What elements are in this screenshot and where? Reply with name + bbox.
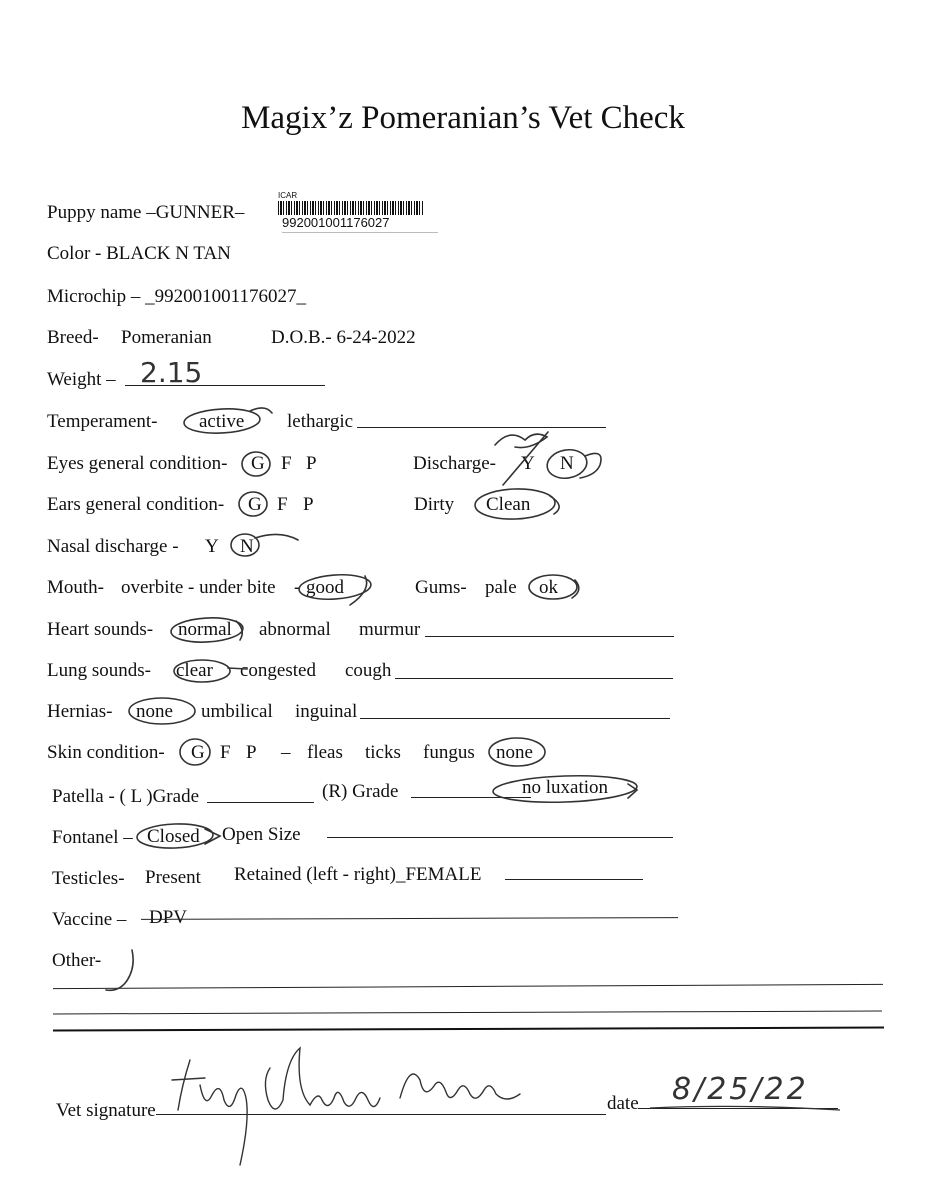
eyes-g: G bbox=[251, 453, 265, 474]
fontanel-open: Open Size bbox=[222, 824, 301, 845]
gums-pale: pale bbox=[485, 577, 517, 598]
temperament-lethargic: lethargic bbox=[287, 411, 354, 432]
testicles-retained: Retained (left - right)_FEMALE bbox=[234, 864, 482, 885]
mouth-options: overbite - under bite bbox=[121, 577, 276, 598]
barcode-label: ICAR bbox=[278, 191, 298, 200]
circle-ok-tail bbox=[572, 580, 579, 598]
weight-value: 2.15 bbox=[140, 356, 203, 389]
ears-label: Ears general condition- bbox=[47, 494, 225, 515]
circle-clean-tail bbox=[550, 496, 559, 514]
patella-label: Patella - ( L )Grade bbox=[52, 786, 199, 807]
barcode-edge bbox=[282, 232, 438, 233]
skin-fleas: fleas bbox=[307, 742, 343, 763]
nasal-y: Y bbox=[205, 536, 219, 557]
heart-label: Heart sounds- bbox=[47, 619, 154, 640]
fontanel-label: Fontanel – bbox=[52, 827, 133, 848]
vet-signature-ink bbox=[172, 1048, 520, 1165]
lung-line bbox=[395, 678, 673, 679]
other-line-3 bbox=[53, 1027, 884, 1032]
discharge-n: N bbox=[560, 453, 574, 474]
mouth-label: Mouth- bbox=[47, 577, 104, 598]
heart-abnormal: abnormal bbox=[259, 619, 331, 640]
nasal-label: Nasal discharge - bbox=[47, 536, 179, 557]
puppy-name-field: Puppy name –GUNNER– bbox=[47, 202, 245, 223]
skin-ticks: ticks bbox=[365, 742, 401, 763]
patella-value: no luxation bbox=[522, 777, 609, 798]
breed-label: Breed- bbox=[47, 327, 99, 348]
testicles-line bbox=[505, 879, 643, 880]
ears-p: P bbox=[303, 494, 314, 515]
hernias-none: none bbox=[136, 701, 173, 722]
temperament-label: Temperament- bbox=[47, 411, 158, 432]
other-label: Other- bbox=[52, 950, 102, 971]
ears-f: F bbox=[277, 494, 288, 515]
temperament-active: active bbox=[199, 411, 245, 432]
patella-right-line bbox=[411, 797, 531, 798]
microchip-field: Microchip – _992001001176027_ bbox=[47, 286, 306, 307]
hernias-inguinal: inguinal bbox=[295, 701, 358, 722]
testicles-present: Present bbox=[145, 867, 201, 888]
heart-line bbox=[425, 636, 674, 637]
vet-signature-label: Vet signature bbox=[56, 1100, 156, 1121]
gums-label: Gums- bbox=[415, 577, 467, 598]
circle-n-tail bbox=[580, 453, 601, 478]
mouth-dash: - bbox=[294, 577, 301, 598]
hernias-line bbox=[360, 718, 670, 719]
lung-clear: clear bbox=[176, 660, 213, 681]
discharge-y: Y bbox=[521, 453, 535, 474]
breed-value: Pomeranian bbox=[121, 327, 212, 348]
skin-p: P bbox=[246, 742, 257, 763]
circle-good-tail bbox=[350, 576, 367, 605]
dob-field: D.O.B.- 6-24-2022 bbox=[271, 327, 416, 348]
eyes-f: F bbox=[281, 453, 292, 474]
page-title: Magix’z Pomeranian’s Vet Check bbox=[241, 100, 685, 136]
skin-g: G bbox=[191, 742, 205, 763]
heart-normal: normal bbox=[178, 619, 232, 640]
vaccine-value: DPV bbox=[149, 907, 188, 928]
date-line bbox=[638, 1108, 838, 1109]
skin-label: Skin condition- bbox=[47, 742, 165, 763]
gums-ok: ok bbox=[539, 577, 558, 598]
circle-nasal-tail bbox=[255, 534, 298, 540]
other-line-1 bbox=[53, 984, 883, 989]
lung-congested: congested bbox=[240, 660, 316, 681]
hernias-umbilical: umbilical bbox=[201, 701, 273, 722]
hernias-label: Hernias- bbox=[47, 701, 113, 722]
fontanel-line bbox=[327, 837, 673, 838]
patella-left-line bbox=[207, 802, 314, 803]
lung-label: Lung sounds- bbox=[47, 660, 151, 681]
other-line-2 bbox=[53, 1011, 882, 1015]
skin-none: none bbox=[496, 742, 533, 763]
circle-closed-tail bbox=[205, 829, 220, 844]
skin-f: F bbox=[220, 742, 231, 763]
circle-normal-tail bbox=[236, 621, 242, 640]
color-field: Color - BLACK N TAN bbox=[47, 243, 231, 264]
weight-label: Weight – bbox=[47, 369, 116, 390]
fontanel-closed: Closed bbox=[147, 826, 200, 847]
circle-luxation-tail bbox=[628, 784, 637, 798]
circle-active-tail bbox=[250, 408, 272, 413]
ears-g: G bbox=[248, 494, 262, 515]
heart-murmur: murmur bbox=[359, 619, 421, 640]
barcode-bars bbox=[278, 201, 424, 215]
skin-dash: – bbox=[281, 742, 291, 763]
barcode-number: 992001001176027 bbox=[282, 215, 390, 230]
other-check-mark bbox=[106, 950, 133, 990]
date-value: 8/25/22 bbox=[672, 1072, 809, 1107]
signature-line bbox=[156, 1114, 606, 1115]
mouth-good: good bbox=[306, 577, 344, 598]
microchip-barcode bbox=[272, 191, 442, 235]
temperament-line bbox=[357, 427, 606, 428]
skin-fungus: fungus bbox=[423, 742, 475, 763]
discharge-label: Discharge- bbox=[413, 453, 497, 474]
nasal-n: N bbox=[240, 536, 254, 557]
vaccine-label: Vaccine – bbox=[52, 909, 127, 930]
eyes-label: Eyes general condition- bbox=[47, 453, 228, 474]
lung-cough: cough bbox=[345, 660, 392, 681]
ears-clean: Clean bbox=[486, 494, 531, 515]
date-label: date bbox=[607, 1093, 639, 1114]
patella-right: (R) Grade bbox=[322, 781, 399, 802]
vaccine-line bbox=[141, 917, 678, 920]
testicles-label: Testicles- bbox=[52, 868, 125, 889]
eyes-p: P bbox=[306, 453, 317, 474]
discharge-scribble bbox=[495, 434, 547, 447]
ears-dirty: Dirty bbox=[414, 494, 455, 515]
